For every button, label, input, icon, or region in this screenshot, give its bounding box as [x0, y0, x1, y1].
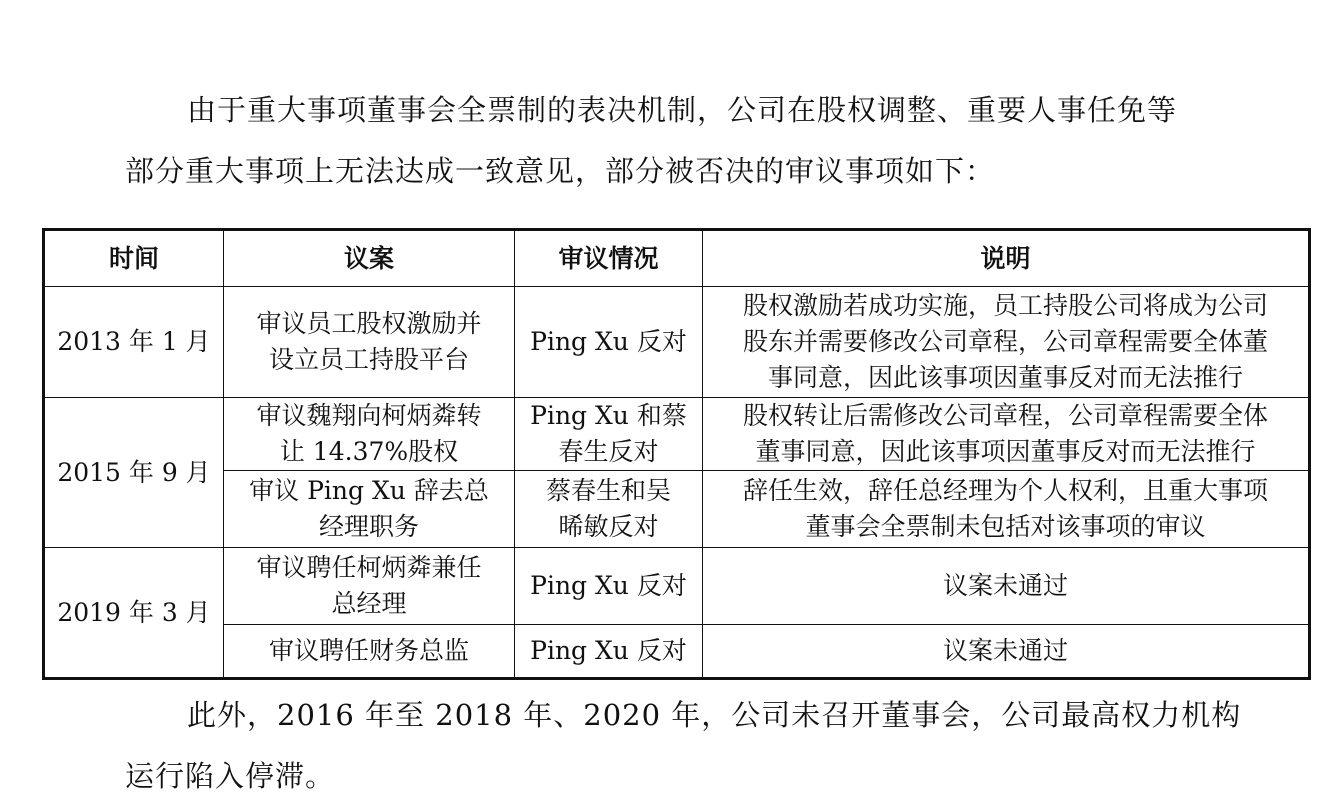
cell-result-line: Ping Xu 反对 [530, 327, 687, 356]
cell-motion [224, 548, 515, 625]
cell-note-line: 议案未通过 [942, 571, 1068, 600]
cell-time: 2015 年 9 月 [44, 398, 224, 548]
cell-motion-line: 总经理 [331, 589, 407, 618]
cell-note-line: 股权激励若成功实施，员工持股公司将成为公司 [742, 291, 1268, 320]
header-result: 审议情况 [515, 230, 703, 287]
header-time: 时间 [44, 230, 224, 287]
cell-result [515, 471, 703, 548]
cell-note [703, 548, 1310, 625]
rejected-motions-table [42, 228, 1311, 680]
cell-note-line: 董事同意，因此该事项因董事反对而无法推行 [755, 437, 1256, 466]
cell-note [703, 398, 1310, 471]
cell-time: 2019 年 3 月 [44, 548, 224, 679]
table-row [44, 287, 1310, 398]
table-row [44, 398, 1310, 471]
cell-motion [224, 471, 515, 548]
cell-note-line: 辞任生效，辞任总经理为个人权利，且重大事项 [742, 476, 1268, 505]
cell-motion [224, 625, 515, 679]
cell-motion-line: 设立员工持股平台 [268, 345, 469, 374]
cell-note-line: 事同意，因此该事项因董事反对而无法推行 [767, 363, 1243, 392]
cell-motion-line: 审议 Ping Xu 辞去总 [249, 476, 489, 505]
cell-result-line: Ping Xu 和蔡 [530, 401, 687, 430]
cell-result-line: Ping Xu 反对 [530, 571, 687, 600]
cell-result-line: 蔡春生和吴 [545, 476, 671, 505]
table-row [44, 625, 1310, 679]
cell-result-line: Ping Xu 反对 [530, 636, 687, 665]
intro-line-1: 由于重大事项董事会全票制的表决机制，公司在股权调整、重要人事任免等 [187, 93, 1178, 127]
cell-motion [224, 398, 515, 471]
header-motion: 议案 [224, 230, 515, 287]
outro-line-1: 此外，2016 年至 2018 年、2020 年，公司未召开董事会，公司最高权力机构 [187, 698, 1242, 732]
cell-motion-line: 让 14.37%股权 [279, 437, 459, 466]
cell-result [515, 625, 703, 679]
cell-motion-line: 审议聘任财务总监 [268, 636, 469, 665]
cell-motion-line: 经理职务 [318, 512, 419, 541]
table-row [44, 548, 1310, 625]
table-row [44, 471, 1310, 548]
intro-line-2: 部分重大事项上无法达成一致意见，部分被否决的审议事项如下： [125, 154, 996, 188]
cell-motion [224, 287, 515, 398]
header-note: 说明 [703, 230, 1310, 287]
cell-note-line: 股权转让后需修改公司章程，公司章程需要全体 [742, 401, 1268, 430]
cell-result [515, 398, 703, 471]
cell-note-line: 股东并需要修改公司章程，公司章程需要全体董 [742, 327, 1268, 356]
cell-result [515, 287, 703, 398]
cell-note [703, 625, 1310, 679]
cell-note-line: 董事会全票制未包括对该事项的审议 [805, 512, 1206, 541]
cell-result [515, 548, 703, 625]
cell-note-line: 议案未通过 [942, 636, 1068, 665]
cell-note [703, 471, 1310, 548]
cell-time: 2013 年 1 月 [44, 287, 224, 398]
cell-motion-line: 审议员工股权激励并 [256, 309, 482, 338]
cell-result-line: 晞敏反对 [558, 512, 659, 541]
cell-note [703, 287, 1310, 398]
cell-motion-line: 审议聘任柯炳粦兼任 [256, 553, 482, 582]
outro-line-2: 运行陷入停滞。 [125, 759, 336, 793]
table-header-row [44, 230, 1310, 287]
cell-motion-line: 审议魏翔向柯炳粦转 [256, 401, 482, 430]
cell-result-line: 春生反对 [558, 437, 659, 466]
